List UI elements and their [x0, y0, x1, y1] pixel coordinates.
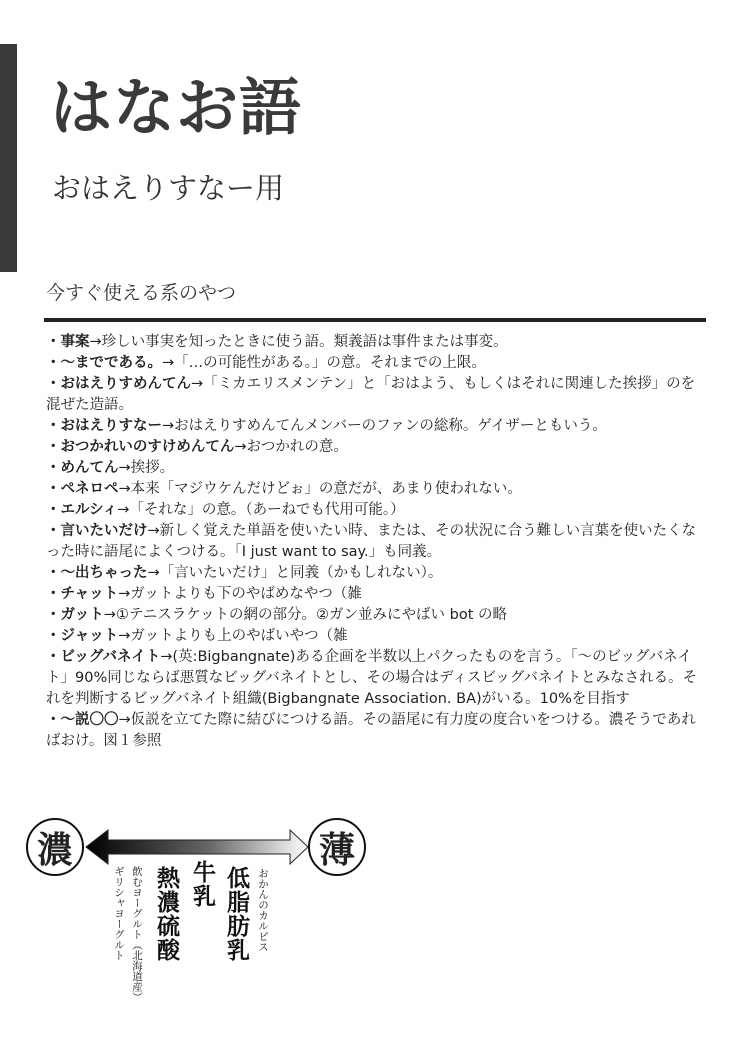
glossary-entry [46, 563, 708, 584]
glossary-entry [46, 521, 708, 563]
entry-description: →「言いたいだけ」と同義（かもしれない）。 [147, 565, 443, 581]
entry-term: ・ガット [46, 607, 104, 623]
entry-description: →(英:Bigbangnate)ある企画を半数以上パクったものを言う。「～のビッグバネイト」90%同じならば悪質なビッグバネイトとし、その場合はディスビッグバネイトとみなされる。それを判断するビッグバネイト組織(Bigbangnate Association. BA)がいる。10%を目指す [46, 649, 698, 707]
entry-term: ・エルシィ [46, 502, 118, 518]
entry-term: ・めんてん [46, 460, 119, 476]
entry-term: ・～出ちゃった [46, 565, 148, 581]
entry-term: ・ビッグバネイト [46, 649, 161, 665]
glossary-entry [46, 374, 708, 416]
entry-description: →仮説を立てた際に結びにつける語。その語尾に有力度の度合いをつける。濃そうであればおけ。図１参照 [46, 712, 696, 749]
entry-description: →おつかれの意。 [234, 439, 348, 455]
entry-term: ・ジャット [46, 628, 119, 644]
scale-item-sulfuric-acid: 熱濃硫酸 [153, 866, 180, 962]
entry-term: ・チャット [46, 586, 119, 602]
entry-description: →珍しい事実を知ったときに使う語。類義語は事件または事変。 [89, 334, 508, 350]
glossary-entry [46, 332, 708, 353]
glossary-entry [46, 605, 708, 626]
section-divider [44, 318, 706, 322]
entry-description: →新しく覚えた単語を使いたい時、または、その状況に合う難しい言葉を使いたくなった時に語尾によくつける。「I just want to say.」も同義。 [46, 523, 697, 560]
glossary-entry [46, 437, 708, 458]
glossary-list [46, 332, 708, 752]
entry-description: →本来「マジウケんだけどぉ」の意だが、あまり使われない。 [118, 481, 522, 497]
entry-description: →①テニスラケットの網の部分。②ガン並みにやばい bot の略 [103, 607, 508, 623]
entry-description: →「それな」の意。（あーねでも代用可能。） [117, 502, 405, 518]
scale-item-calpis: おかんのカルピス [257, 868, 269, 952]
entry-term: ・～説〇〇 [46, 712, 119, 728]
scale-item-drinking-yogurt: 飲むヨーグルト（北海道産） [131, 866, 143, 1003]
glossary-entry [46, 500, 708, 521]
glossary-entry [46, 353, 708, 374]
glossary-entry [46, 416, 708, 437]
entry-term: ・おつかれいのすけめんてん [46, 439, 235, 455]
glossary-entry [46, 647, 708, 710]
thin-label-circle: 薄 [308, 818, 366, 876]
entry-term: ・おはえりすめんてん [46, 376, 191, 392]
glossary-entry [46, 626, 708, 647]
scale-item-milk: 牛乳 [189, 860, 216, 908]
entry-description: →挨拶。 [118, 460, 175, 476]
section-heading: 今すぐ使える系のやつ [46, 282, 237, 304]
entry-term: ・おはえりすなー [46, 418, 162, 434]
entry-description: →ガットよりも上のやばいやつ（雑 [118, 628, 348, 644]
thick-label-circle: 濃 [26, 818, 84, 876]
side-accent-bar [0, 44, 17, 272]
page-subtitle: おはえりすなー用 [52, 171, 285, 205]
entry-term: ・言いたいだけ [46, 523, 148, 539]
page-title: はなお語 [50, 71, 303, 144]
entry-description: →ガットよりも下のやばめなやつ（雑 [118, 586, 362, 602]
entry-description: →「…の可能性がある。」の意。それまでの上限。 [162, 355, 486, 371]
scale-item-low-fat-milk: 低脂肪乳 [223, 866, 250, 962]
glossary-entry [46, 584, 708, 605]
entry-description: →おはえりすめんてんメンバーのファンの総称。ゲイザーともいう。 [162, 418, 607, 434]
scale-item-greek-yogurt: ギリシャヨーグルト [113, 866, 125, 961]
glossary-entry [46, 479, 708, 500]
entry-term: ・～までである。 [46, 355, 162, 371]
entry-term: ・ペネロペ [46, 481, 119, 497]
concentration-scale-figure [20, 816, 380, 1026]
glossary-entry [46, 710, 708, 752]
entry-term: ・事案 [46, 334, 90, 350]
entry-description: →「ミカエリスメンテン」と「おはよう、もしくはそれに関連した挨拶」のを混ぜた造語。 [46, 376, 696, 413]
glossary-entry [46, 458, 708, 479]
